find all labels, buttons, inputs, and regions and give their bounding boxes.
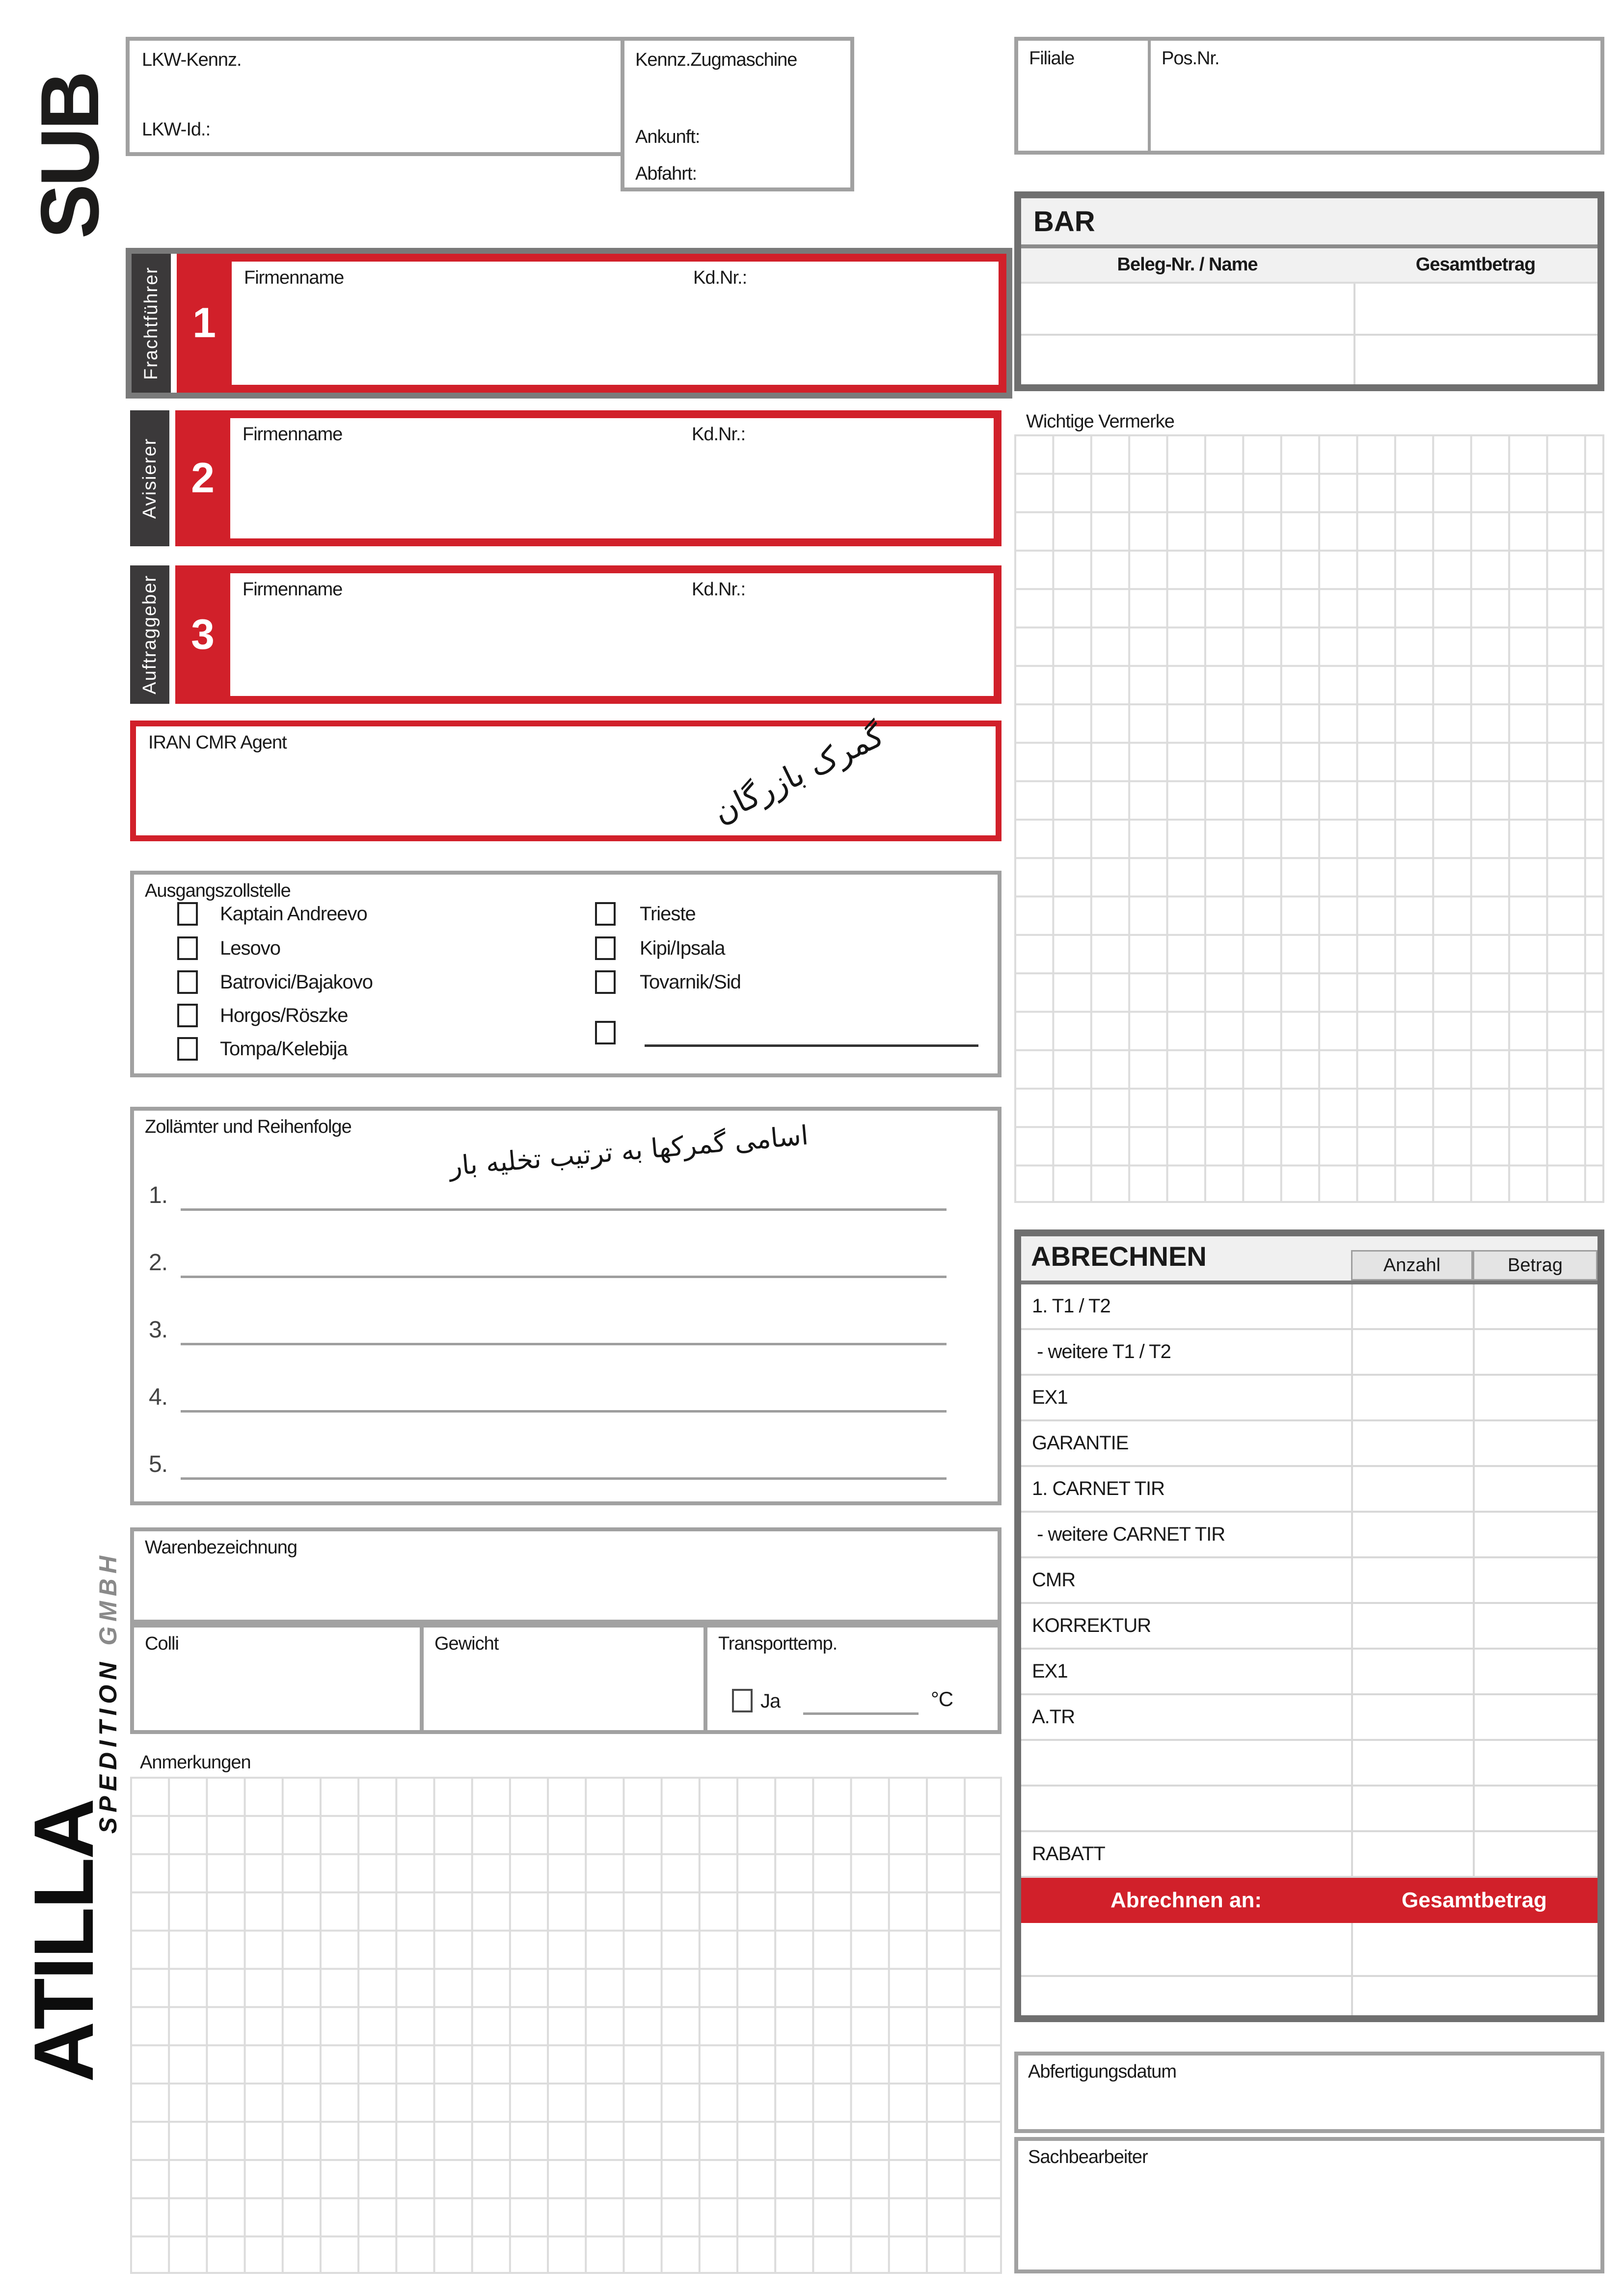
party-2-firmenname-label: Firmenname: [243, 424, 343, 445]
warenbezeichnung-box[interactable]: [130, 1527, 1001, 1624]
transporttemp-ja-checkbox[interactable]: [732, 1689, 753, 1712]
lkw-kennz-label: LKW-Kennz.: [142, 50, 242, 70]
gesamtbetrag-cell[interactable]: [1351, 1923, 1597, 1975]
party-2-role-label: Avisierer: [139, 437, 160, 519]
anmerkungen-label: Anmerkungen: [140, 1752, 251, 1773]
abrechnen-footer-separator: [1021, 1975, 1597, 1977]
sub-logo-text: SUB: [23, 73, 116, 239]
party-3-firmenname-label: Firmenname: [243, 579, 343, 600]
abrechnen-row[interactable]: 1. T1 / T2: [1021, 1284, 1597, 1330]
party-1-field[interactable]: [232, 262, 999, 385]
checkbox-batrovici-bajakovo[interactable]: [177, 970, 198, 994]
option-kaptain-andreevo: Kaptain Andreevo: [220, 903, 367, 925]
party-1-outline: [126, 248, 1012, 399]
abrechnen-row[interactable]: 1. CARNET TIR: [1021, 1467, 1597, 1513]
option-lesovo: Lesovo: [220, 937, 280, 959]
zoll-line-4[interactable]: [181, 1362, 947, 1413]
abrechnen-row[interactable]: KORREKTUR: [1021, 1604, 1597, 1650]
filiale-box[interactable]: [1014, 37, 1604, 155]
pos-nr-label: Pos.Nr.: [1162, 48, 1219, 69]
checkbox-tompa-kelebija[interactable]: [177, 1037, 198, 1061]
sachbearbeiter-box[interactable]: [1014, 2137, 1604, 2273]
spedition-text: SPEDITION: [94, 1645, 122, 1834]
bar-row1-amount-cell[interactable]: [1353, 284, 1597, 334]
party-1-number: 1: [192, 299, 216, 347]
abrechnen-header: [1021, 1236, 1597, 1284]
abrechnen-row[interactable]: - weitere CARNET TIR: [1021, 1513, 1597, 1558]
party-3-number: 3: [191, 611, 215, 658]
iran-cmr-agent-label: IRAN CMR Agent: [148, 732, 287, 753]
lkw-id-label: LKW-Id.:: [142, 119, 211, 140]
party-3-role-label: Auftraggeber: [139, 575, 160, 694]
checkbox-kipi-ipsala[interactable]: [595, 936, 616, 960]
iran-cmr-agent-box[interactable]: [130, 717, 1001, 841]
kennz-zugmaschine-label: Kennz.Zugmaschine: [635, 50, 797, 70]
transporttemp-ja-label: Ja: [760, 1690, 781, 1712]
checkbox-lesovo[interactable]: [177, 936, 198, 960]
bar-header: [1021, 198, 1597, 248]
sub-logo: [23, 33, 116, 279]
abrechnen-row[interactable]: A.TR: [1021, 1695, 1597, 1741]
transporttemp-box: [704, 1624, 1001, 1734]
filiale-label: Filiale: [1029, 48, 1075, 69]
bar-box: [1014, 191, 1604, 391]
abrechnen-an-cell[interactable]: [1021, 1923, 1351, 1975]
gewicht-box[interactable]: [420, 1624, 707, 1734]
abrechnen-row[interactable]: CMR: [1021, 1558, 1597, 1604]
abfahrt-label: Abfahrt:: [635, 163, 697, 184]
filiale-divider: [1148, 41, 1151, 151]
party-2-role-strip: [130, 410, 169, 546]
abrechnen-an-label: Abrechnen an:: [1110, 1888, 1262, 1912]
celsius-label: °C: [931, 1687, 953, 1710]
zoll-line-5[interactable]: [181, 1429, 947, 1480]
party-1-firmenname-label: Firmenname: [244, 267, 344, 288]
abrechnen-row[interactable]: [1021, 1741, 1597, 1787]
transporttemp-label: Transporttemp.: [718, 1633, 838, 1654]
party-2-field[interactable]: [230, 418, 994, 538]
party-3-role-strip: [130, 565, 169, 704]
zoll-number-1: 1.: [149, 1182, 168, 1208]
iran-handwriting: گمرک بازرگان: [707, 717, 890, 831]
zollaemter-handwriting: اسامی گمرکها به ترتیب تخلیه بار: [448, 1120, 810, 1182]
abrechnen-row[interactable]: RABATT: [1021, 1832, 1597, 1878]
abrechnen-box: [1014, 1229, 1604, 2022]
option-trieste: Trieste: [640, 903, 696, 925]
ausgangszollstelle-title: Ausgangszollstelle: [145, 881, 291, 901]
abfertigungsdatum-box[interactable]: [1014, 2052, 1604, 2133]
bar-row1-name-cell[interactable]: [1021, 284, 1353, 334]
bar-col2-header: Gesamtbetrag: [1415, 254, 1536, 275]
party-1-role-label: Frachtführer: [140, 267, 162, 380]
zoll-line-3[interactable]: [181, 1294, 947, 1345]
bar-title: BAR: [1033, 206, 1095, 238]
option-tovarnik-sid: Tovarnik/Sid: [640, 971, 741, 993]
zoll-line-2[interactable]: [181, 1227, 947, 1278]
gewicht-label: Gewicht: [434, 1633, 499, 1654]
ausgangszollstelle-box: [130, 871, 1001, 1077]
abrechnen-row[interactable]: - weitere T1 / T2: [1021, 1330, 1597, 1376]
party-1-section: [132, 254, 1006, 393]
colli-box[interactable]: [130, 1624, 424, 1734]
gesamtbetrag-label: Gesamtbetrag: [1402, 1888, 1547, 1912]
warenbezeichnung-label: Warenbezeichnung: [145, 1537, 298, 1558]
zoll-line-1[interactable]: [181, 1160, 947, 1211]
option-horgos-roeszke: Horgos/Röszke: [220, 1005, 348, 1026]
ankunft-label: Ankunft:: [635, 127, 700, 147]
betrag-column-header: Betrag: [1473, 1250, 1597, 1281]
zugmaschine-box[interactable]: [621, 37, 854, 191]
party-1-kdnr-label: Kd.Nr.:: [693, 267, 747, 288]
wichtige-vermerke-label: Wichtige Vermerke: [1026, 411, 1174, 432]
zoll-number-2: 2.: [149, 1250, 168, 1276]
zoll-number-5: 5.: [149, 1451, 168, 1477]
anzahl-column-header: Anzahl: [1351, 1250, 1473, 1281]
option-kipi-ipsala: Kipi/Ipsala: [640, 937, 725, 959]
party-2-number: 2: [191, 454, 215, 502]
abrechnen-row[interactable]: GARANTIE: [1021, 1421, 1597, 1467]
zollaemter-title: Zollämter und Reihenfolge: [145, 1117, 352, 1137]
zoll-number-3: 3.: [149, 1317, 168, 1343]
zollaemter-box: [130, 1107, 1001, 1505]
party-2-section: [130, 410, 1001, 546]
other-zollstelle-write-line[interactable]: [645, 1022, 978, 1047]
abrechnen-rows: [1021, 1284, 1597, 1878]
party-2-kdnr-label: Kd.Nr.:: [692, 424, 746, 445]
bar-row2-name-cell[interactable]: [1021, 336, 1353, 384]
party-3-kdnr-label: Kd.Nr.:: [692, 579, 746, 600]
atilla-logo: [17, 1745, 111, 2137]
checkbox-kaptain-andreevo[interactable]: [177, 902, 198, 926]
abrechnen-title: ABRECHNEN: [1031, 1241, 1207, 1272]
bar-col1-header: Beleg-Nr. / Name: [1117, 254, 1258, 275]
gmbh-text: GMBH: [94, 1551, 122, 1646]
sachbearbeiter-label: Sachbearbeiter: [1028, 2147, 1148, 2167]
abrechnen-row[interactable]: EX1: [1021, 1376, 1597, 1421]
party-3-section: [130, 565, 1001, 704]
bar-column-headers: [1021, 248, 1597, 284]
abfertigungsdatum-label: Abfertigungsdatum: [1028, 2061, 1176, 2082]
spedition-gmbh-text: [93, 1551, 123, 2130]
atilla-logo-text: ATILLA: [17, 1800, 111, 2082]
abrechnen-row[interactable]: EX1: [1021, 1650, 1597, 1695]
abrechnen-row[interactable]: [1021, 1787, 1597, 1832]
option-tompa-kelebija: Tompa/Kelebija: [220, 1038, 348, 1060]
abrechnen-footer-banner: [1021, 1878, 1597, 1923]
wichtige-vermerke-grid[interactable]: [1014, 434, 1604, 1203]
zoll-number-4: 4.: [149, 1384, 168, 1410]
bar-row2-amount-cell[interactable]: [1353, 336, 1597, 384]
checkbox-other-zollstelle[interactable]: [595, 1021, 616, 1044]
checkbox-tovarnik-sid[interactable]: [595, 970, 616, 994]
party-3-field[interactable]: [230, 573, 994, 696]
option-batrovici-bajakovo: Batrovici/Bajakovo: [220, 971, 373, 993]
anmerkungen-grid[interactable]: [130, 1777, 1002, 2274]
colli-label: Colli: [145, 1633, 179, 1654]
checkbox-horgos-roeszke[interactable]: [177, 1004, 198, 1027]
party-1-role-strip: [132, 254, 171, 393]
checkbox-trieste[interactable]: [595, 902, 616, 926]
transporttemp-value-line[interactable]: [803, 1689, 919, 1715]
